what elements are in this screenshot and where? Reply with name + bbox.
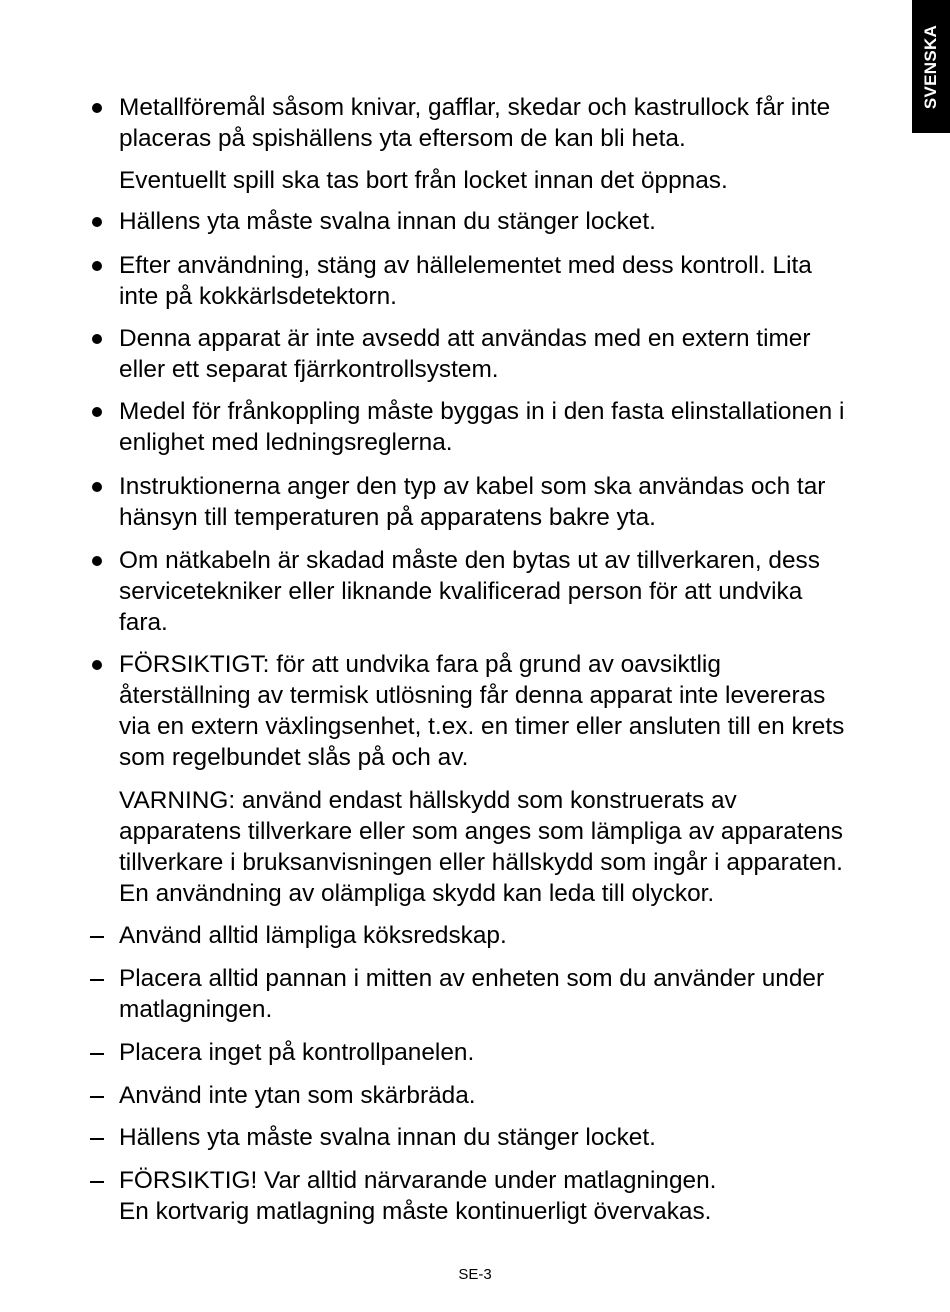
list-item-line: inte på kokkärlsdetektorn. [119, 283, 397, 310]
bullet-marker [92, 660, 102, 670]
bullet-marker [92, 482, 102, 492]
list-item-line: Metallföremål såsom knivar, gafflar, skedar och kastrullock får inte [119, 94, 831, 121]
list-item-line: Instruktionerna anger den typ av kabel som ska användas och tar [119, 473, 826, 500]
list-item-line: fara. [119, 609, 168, 636]
list-item-line: Använd alltid lämpliga köksredskap. [119, 922, 507, 949]
list-item-line: Använd inte ytan som skärbräda. [119, 1082, 476, 1109]
list-item-line: Efter användning, stäng av hällelementet med dess kontroll. Lita [119, 252, 812, 279]
list-item-line: servicetekniker eller liknande kvalificerad person för att undvika [119, 578, 803, 605]
list-item-line: Eventuellt spill ska tas bort från locket innan det öppnas. [119, 167, 728, 194]
list-item-line: En användning av olämpliga skydd kan leda till olyckor. [119, 880, 715, 907]
dash-marker [90, 1138, 104, 1140]
language-tab [912, 0, 950, 133]
dash-marker [90, 936, 104, 938]
list-item-line: eller ett separat fjärrkontrollsystem. [119, 356, 499, 383]
list-item-line: Placera inget på kontrollpanelen. [119, 1039, 475, 1066]
list-item-line: enlighet med ledningsreglerna. [119, 429, 453, 456]
language-tab-label: SVENSKA [921, 24, 940, 109]
dash-marker [90, 979, 104, 981]
dash-marker [90, 1096, 104, 1098]
bullet-marker [92, 334, 102, 344]
list-item-line: placeras på spishällens yta eftersom de kan bli heta. [119, 125, 686, 152]
page-number: SE-3 [458, 1266, 492, 1283]
list-item-line: Om nätkabeln är skadad måste den bytas ut av tillverkaren, dess [119, 547, 820, 574]
dash-marker [90, 1181, 104, 1183]
bullet-marker [92, 261, 102, 271]
list-item-line: Medel för frånkoppling måste byggas in i den fasta elinstallationen i [119, 398, 845, 425]
list-item-line: Denna apparat är inte avsedd att användas med en extern timer [119, 325, 811, 352]
list-item-line: matlagningen. [119, 996, 273, 1023]
list-item-line: Placera alltid pannan i mitten av enheten som du använder under [119, 965, 825, 992]
dash-marker [90, 1053, 104, 1055]
list-item-line: via en extern växlingsenhet, t.ex. en timer eller ansluten till en krets [119, 713, 845, 740]
list-item-line: som regelbundet slås på och av. [119, 744, 469, 771]
list-item-line: Hällens yta måste svalna innan du stänger locket. [119, 208, 656, 235]
list-item-line: tillverkare i bruksanvisningen eller hällskydd som ingår i apparaten. [119, 849, 843, 876]
bullet-marker [92, 217, 102, 227]
bullet-marker [92, 103, 102, 113]
list-item-line: återställning av termisk utlösning får denna apparat inte levereras [119, 682, 826, 709]
list-item-line: En kortvarig matlagning måste kontinuerligt övervakas. [119, 1198, 712, 1225]
bullet-marker [92, 407, 102, 417]
list-item-line: FÖRSIKTIG! Var alltid närvarande under matlagningen. [119, 1167, 717, 1194]
bullet-marker [92, 556, 102, 566]
list-item-line: Hällens yta måste svalna innan du stänger locket. [119, 1124, 656, 1151]
list-item-line: FÖRSIKTIGT: för att undvika fara på grund av oavsiktlig [119, 651, 721, 678]
list-item-line: VARNING: använd endast hällskydd som konstruerats av [119, 787, 737, 814]
list-item-line: hänsyn till temperaturen på apparatens bakre yta. [119, 504, 656, 531]
list-item-line: apparatens tillverkare eller som anges som lämpliga av apparatens [119, 818, 843, 845]
